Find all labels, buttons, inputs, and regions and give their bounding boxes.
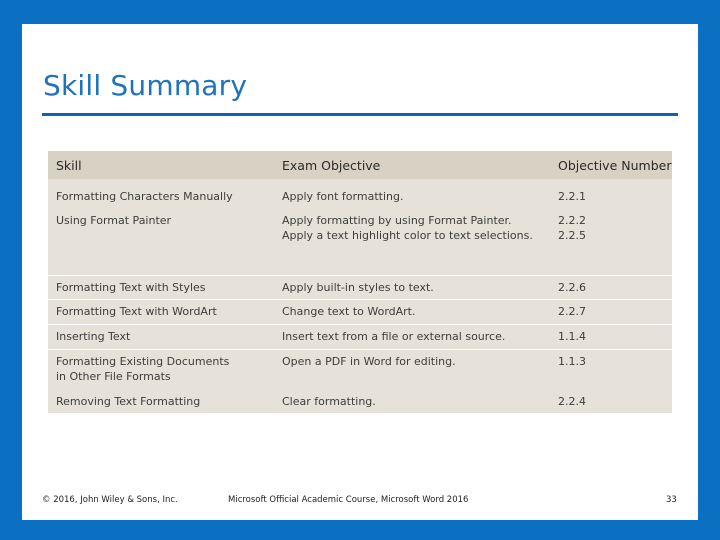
cell-skill: Formatting Text with WordArt [56, 305, 217, 318]
cell-number: 1.1.3 [558, 355, 586, 368]
table-row [48, 299, 672, 324]
cell-objective: Apply built-in styles to text. [282, 281, 434, 294]
cell-objective: Insert text from a file or external source. [282, 330, 506, 343]
cell-skill: Using Format Painter [56, 214, 172, 227]
table-row [48, 209, 672, 247]
footer-course: Microsoft Official Academic Course, Microsoft Word 2016 [228, 495, 469, 505]
cell-objective: Open a PDF in Word for editing. [282, 355, 456, 368]
cell-skill: Formatting Characters Manually [56, 190, 233, 203]
header-objective-number: Objective Number [558, 158, 672, 173]
table-row [48, 185, 672, 207]
cell-skill: Formatting Text with Styles [56, 281, 206, 294]
title-divider [42, 113, 678, 116]
cell-objective: Apply formatting by using Format Painter. Apply a text highlight color to text selections. [282, 214, 533, 242]
slide [22, 24, 698, 520]
cell-objective: Change text to WordArt. [282, 305, 416, 318]
cell-number: 2.2.6 [558, 281, 586, 294]
skill-summary-table [48, 151, 672, 413]
table-row [48, 349, 672, 388]
cell-objective: Clear formatting. [282, 395, 376, 408]
table-row [48, 390, 672, 412]
footer-copyright: © 2016, John Wiley & Sons, Inc. [42, 495, 178, 505]
cell-skill: Inserting Text [56, 330, 131, 343]
table-header [48, 151, 672, 179]
slide-title: Skill Summary [43, 69, 248, 102]
cell-number: 2.2.1 [558, 190, 586, 203]
header-exam-objective: Exam Objective [282, 158, 381, 173]
cell-skill: Formatting Existing Documents in Other File Formats [56, 355, 230, 383]
table-row [48, 275, 672, 300]
cell-number: 2.2.4 [558, 395, 586, 408]
cell-number: 2.2.7 [558, 305, 586, 318]
header-skill: Skill [56, 158, 82, 173]
cell-skill: Removing Text Formatting [56, 395, 201, 408]
cell-number: 1.1.4 [558, 330, 586, 343]
footer-page-number: 33 [666, 495, 677, 505]
cell-objective: Apply font formatting. [282, 190, 404, 203]
table-row [48, 324, 672, 349]
cell-number: 2.2.2 2.2.5 [558, 214, 586, 242]
